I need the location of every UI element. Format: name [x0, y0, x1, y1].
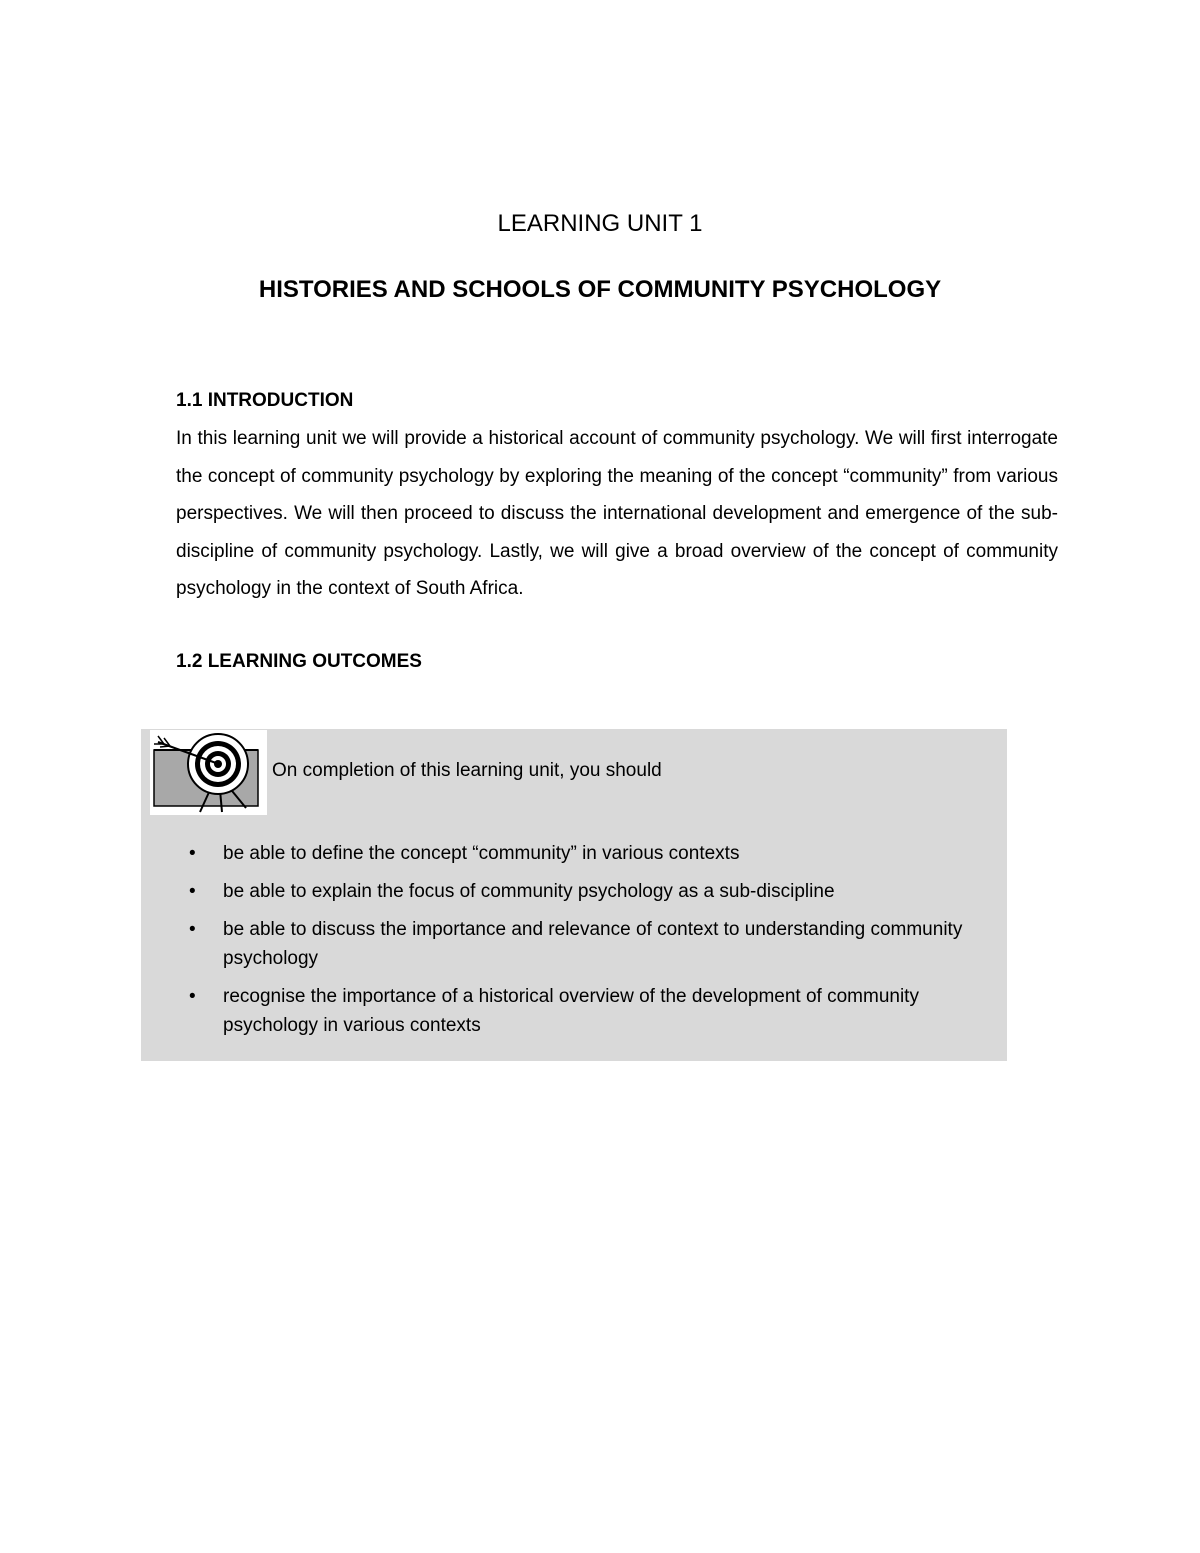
bullet: • [189, 843, 196, 864]
outcomes-box-intro: On completion of this learning unit, you should [272, 760, 662, 781]
list-item [141, 839, 1007, 868]
unit-label: LEARNING UNIT 1 [497, 210, 703, 237]
learning-outcomes-box [141, 729, 1007, 1061]
outcome-text: be able to define the concept “community” in various contexts [223, 843, 740, 864]
unit-title: HISTORIES AND SCHOOLS OF COMMUNITY PSYCHOLOGY [258, 276, 942, 303]
list-item [141, 982, 1007, 1040]
list-item [141, 877, 1007, 906]
bullet: • [189, 986, 196, 1007]
learning-outcomes-list [141, 839, 1007, 1049]
bullet: • [189, 919, 196, 940]
outcome-text: recognise the importance of a historical overview of the development of community psychology in various contexts [223, 986, 919, 1036]
introduction-paragraph: In this learning unit we will provide a historical account of community psychology. We will first interrogate the concept of community psychology by exploring the meaning of the concept “community” from various perspectives. We will then proceed to discuss the international development and emergence of the sub-discipline of community psychology. Lastly, we will give a broad overview of the concept of community psychology in the context of South Africa. [176, 428, 1058, 599]
introduction-heading: 1.1 INTRODUCTION [176, 390, 354, 411]
target-with-arrow-icon [150, 730, 267, 815]
learning-outcomes-heading: 1.2 LEARNING OUTCOMES [176, 651, 422, 672]
outcome-text: be able to discuss the importance and relevance of context to understanding community psychology [223, 919, 963, 969]
outcome-text: be able to explain the focus of community psychology as a sub-discipline [223, 881, 835, 902]
bullet: • [189, 881, 196, 902]
list-item [141, 915, 1007, 973]
